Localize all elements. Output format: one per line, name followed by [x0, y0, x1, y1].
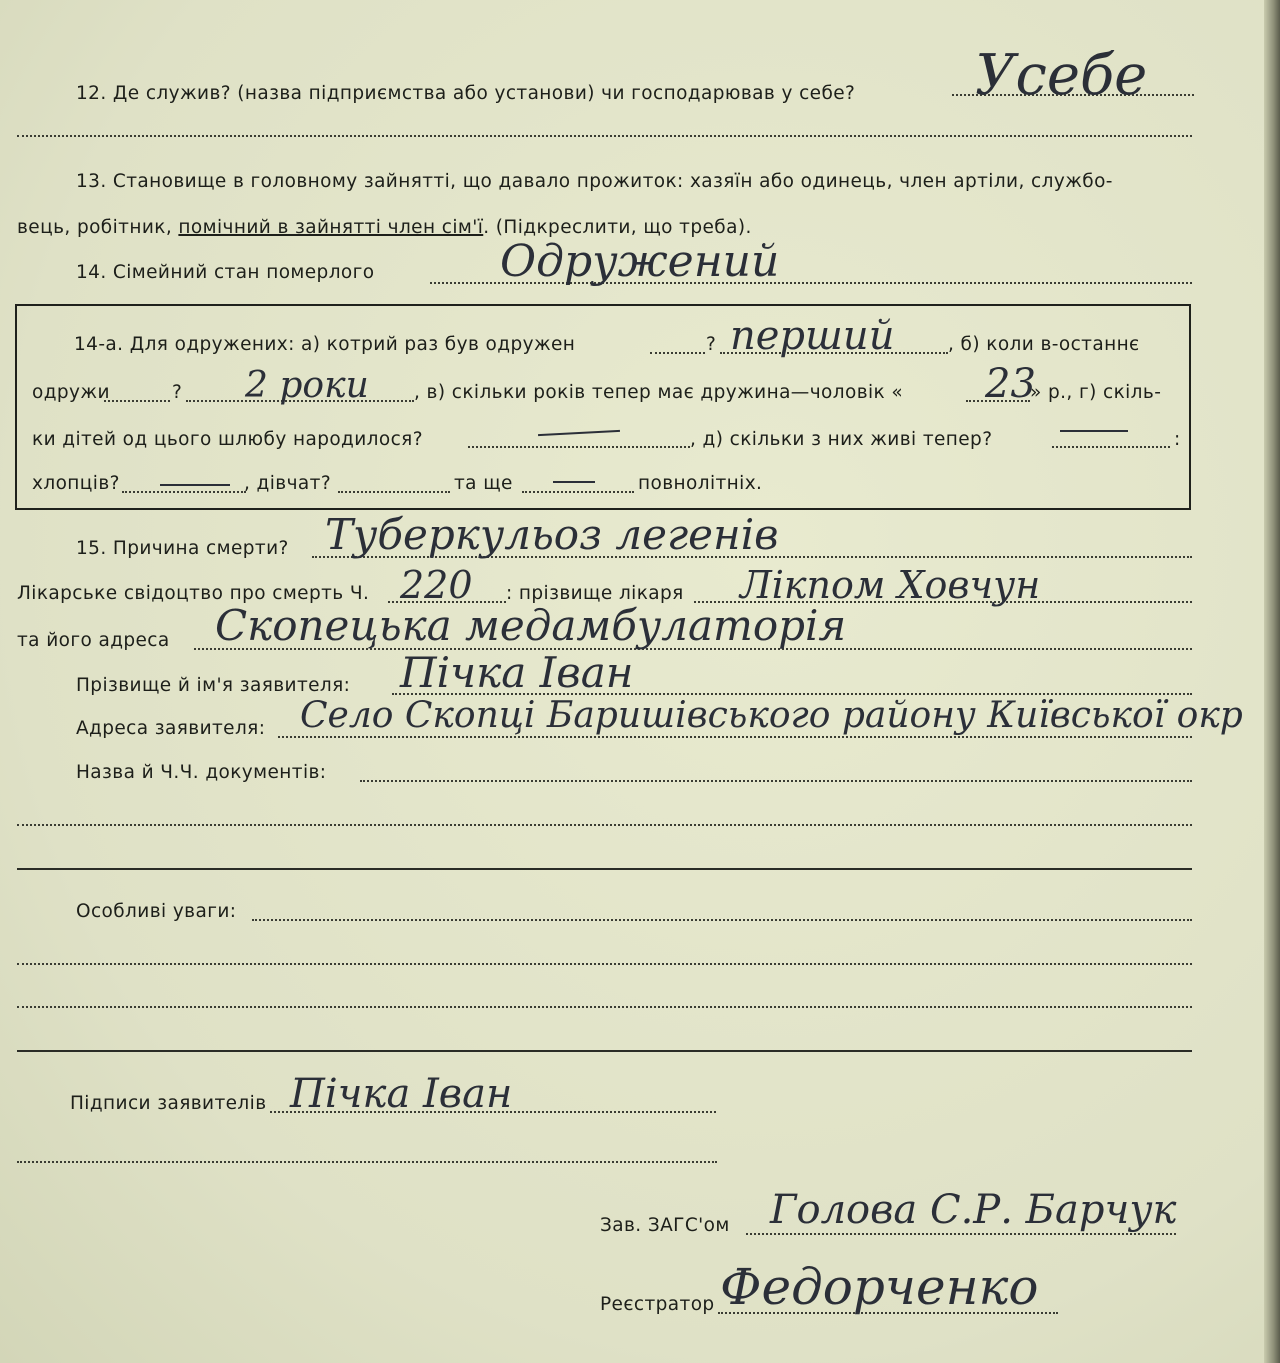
q14a-dots3: [468, 446, 690, 448]
q14a-dash2: [1060, 430, 1128, 432]
applicant-value: Пічка Іван: [400, 648, 634, 697]
q14a-line4-a: хлопців?: [32, 473, 120, 494]
addr-doc-value: Скопецька медамбулаторія: [215, 601, 847, 650]
q14a-times: перший: [730, 313, 895, 359]
q14a-line3-b: , д) скільки з них живі тепер?: [690, 429, 993, 450]
q15-answer: Туберкульоз легенів: [325, 510, 779, 559]
registrar-label: Реєстратор: [600, 1294, 715, 1315]
signatures-line2: [17, 1161, 717, 1163]
q14a-line1-a: 14-а. Для одружених: а) котрий раз був одружен: [74, 334, 576, 355]
q13-line1: 13. Становище в головному зайнятті, що давало прожиток: хазяїн або одинець, член артіли, службо-: [76, 171, 1113, 192]
q14a-dash3: [160, 484, 230, 486]
cert-number: 220: [400, 563, 473, 607]
q12-answer: Усебе: [975, 43, 1148, 108]
zags-dots: [746, 1233, 1176, 1235]
docs-solid-line: [17, 868, 1192, 870]
q14a-line3-a: ки дітей од цього шлюбу народилося?: [32, 429, 423, 450]
q14a-line2-a: одружи: [32, 382, 110, 403]
q13-underlined: помічний в зайнятті член сім'ї: [178, 217, 484, 238]
cert-label: Лікарське свідоцтво про смерть Ч.: [17, 583, 370, 604]
remarks-dots: [252, 919, 1192, 921]
cert-doctor-label: : прізвище лікаря: [506, 583, 684, 604]
q14a-dots2: [104, 400, 170, 402]
docs-line2: [17, 824, 1192, 826]
signatures-value: Пічка Іван: [290, 1071, 513, 1117]
q14-answer: Одружений: [500, 236, 780, 287]
q14a-line1-b: , б) коли в-останнє: [948, 334, 1140, 355]
cert-doctor: Лікпом Ховчун: [740, 563, 1041, 607]
q14a-age: 23: [985, 361, 1036, 407]
applicant-label: Прізвище й ім'я заявителя:: [76, 675, 351, 696]
docs-dots: [360, 780, 1192, 782]
q14a-when: 2 роки: [245, 365, 369, 406]
applicant-addr-label: Адреса заявителя:: [76, 718, 266, 739]
q12-label: 12. Де служив? (назва підприємства або установи) чи господарював у себе?: [76, 83, 856, 104]
zags-signature: Голова С.Р. Барчук: [770, 1187, 1177, 1233]
q14a-line4-b: , дівчат?: [244, 473, 332, 494]
remarks-label: Особливі уваги:: [76, 901, 237, 922]
q14a-qmark2: ?: [172, 382, 183, 403]
q14a-colon: :: [1174, 429, 1181, 450]
q12-line2: [17, 135, 1192, 137]
registrar-signature: Федорченко: [720, 1258, 1039, 1316]
signatures-label: Підписи заявителів: [70, 1093, 267, 1114]
q13-text-b: . (Підкреслити, що треба).: [483, 217, 752, 238]
remarks-solid-line: [17, 1050, 1192, 1052]
applicant-addr-value: Село Скопці Баришівського району Київської окр: [300, 695, 1243, 736]
q14a-line4-d: повнолітніх.: [638, 473, 763, 494]
applicant-addr-dots: [278, 736, 1192, 738]
remarks-line2: [17, 963, 1192, 965]
q14a-dots4c: [522, 491, 634, 493]
q15-label: 15. Причина смерти?: [76, 538, 289, 559]
q14a-dots4b: [338, 491, 450, 493]
zags-label: Зав. ЗАГС'ом: [600, 1215, 730, 1236]
remarks-line3: [17, 1006, 1192, 1008]
q14a-dash4: [553, 481, 595, 483]
q14a-dots1: [650, 352, 705, 354]
q13-text-a: вець, робітник,: [17, 217, 179, 238]
q14a-line4-c: та ще: [454, 473, 513, 494]
page-edge-shadow: [1264, 0, 1280, 1363]
addr-doc-label: та його адреса: [17, 630, 170, 651]
q14a-dots3b: [1052, 446, 1170, 448]
docs-label: Назва й Ч.Ч. документів:: [76, 762, 327, 783]
q14a-qmark1: ?: [706, 334, 717, 355]
q14-label: 14. Сімейний стан померлого: [76, 262, 375, 283]
q14a-line2-c: » р., г) скіль-: [1030, 382, 1162, 403]
q14a-line2-b: , в) скільки років тепер має дружина—чоловік «: [414, 382, 904, 403]
q14a-dots4a: [122, 491, 246, 493]
